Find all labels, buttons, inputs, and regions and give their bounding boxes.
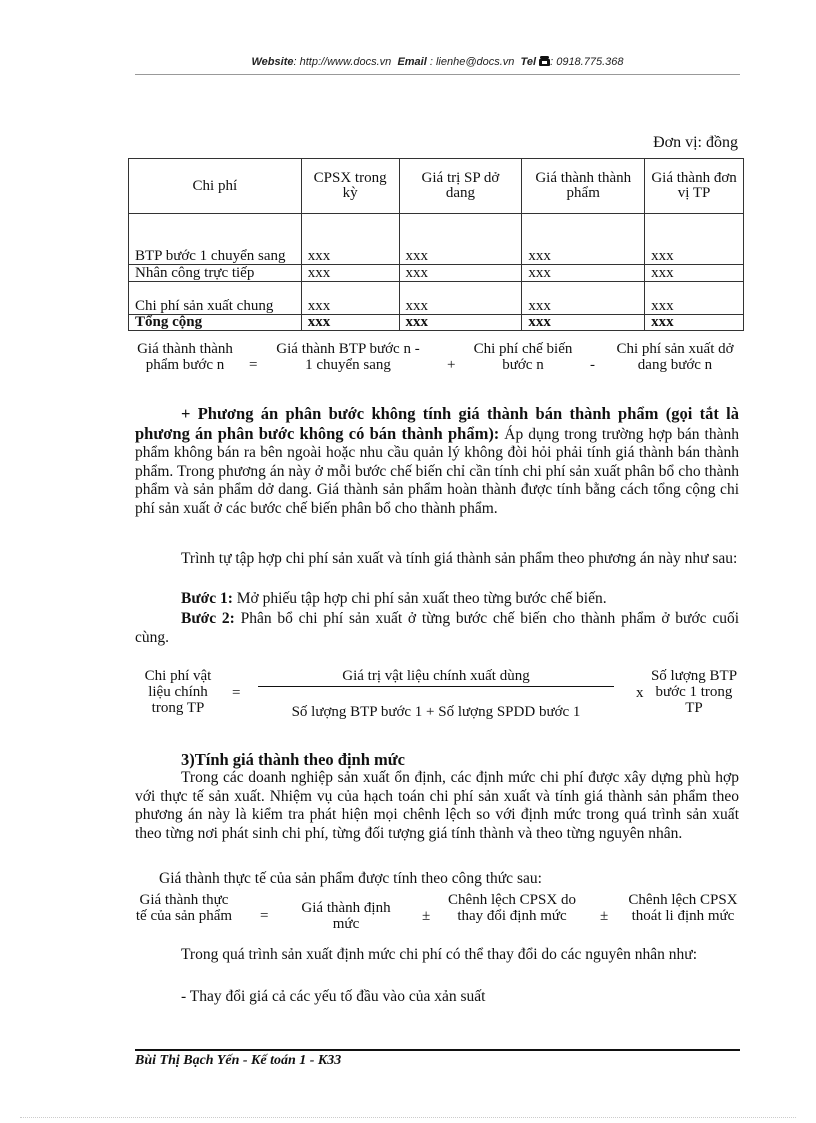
tel-value: : 0918.775.368 bbox=[550, 56, 624, 68]
table-cell: xxx bbox=[645, 214, 744, 265]
formula1-term-processing: Chi phí chế biến bước n bbox=[473, 341, 573, 373]
formula2-left-term: Chi phí vật liệu chính trong TP bbox=[144, 668, 212, 716]
formula3-plusminus-2: ± bbox=[600, 908, 609, 924]
step1-paragraph bbox=[135, 590, 739, 609]
formula3-norm-deviation: Chênh lệch CPSX thoát li định mức bbox=[628, 892, 738, 924]
table-cell: xxx bbox=[522, 265, 645, 282]
formula1-plus: + bbox=[447, 357, 456, 373]
table-cell: xxx bbox=[301, 315, 399, 331]
table-cell: xxx bbox=[301, 282, 399, 315]
table-cell: xxx bbox=[399, 315, 522, 331]
table-header-cell: Giá thành thành phẩm bbox=[522, 159, 645, 214]
table-cell: xxx bbox=[645, 265, 744, 282]
formula1-minus: - bbox=[590, 357, 595, 373]
formula1-term-wip: Chi phí sản xuất dở dang bước n bbox=[616, 341, 734, 373]
closing-bullet: - Thay đổi giá cả các yếu tố đầu vào của xản suất bbox=[181, 988, 486, 1005]
cost-table bbox=[128, 158, 744, 331]
section3-paragraph: Trong các doanh nghiệp sản xuất ổn định, các định mức chi phí được xây dựng phù hợp với thực tế sản xuất. Nhiệm vụ của hạch toán chi phí sản xuất và tính giá thành sản phẩm theo phương án này là kiểm tra phát hiện mọi chênh lệch so với định mức trong quá trình sản xuất theo từng nơi phát sinh chi phí, từng đối tượng giá tính thành và theo từng nguyên nhân. bbox=[135, 769, 739, 842]
step2-label: Bước 2: bbox=[181, 610, 235, 627]
table-header-cell: Giá thành đơn vị TP bbox=[645, 159, 744, 214]
table-row bbox=[129, 265, 744, 282]
step2-paragraph bbox=[135, 610, 739, 647]
table-row-total bbox=[129, 315, 744, 331]
table-cell: xxx bbox=[399, 265, 522, 282]
formula2-times: x bbox=[636, 685, 644, 701]
phone-icon bbox=[539, 56, 550, 69]
formula3-standard-cost: Giá thành định mức bbox=[301, 900, 391, 932]
formula1-equals: = bbox=[249, 357, 258, 373]
formula2-fraction-bar bbox=[258, 686, 614, 687]
formula3-equals: = bbox=[260, 908, 269, 924]
website-value[interactable]: : http://www.docs.vn bbox=[293, 56, 392, 68]
table-cell: xxx bbox=[645, 282, 744, 315]
table-cell: xxx bbox=[399, 214, 522, 265]
tel-label: Tel bbox=[520, 56, 537, 68]
table-cell: xxx bbox=[645, 315, 744, 331]
step1-text: Mở phiếu tập hợp chi phí sản xuất theo từng bước chế biến. bbox=[232, 590, 607, 607]
formula3-norm-change: Chênh lệch CPSX do thay đổi định mức bbox=[448, 892, 576, 924]
table-header-cell: Chi phí bbox=[129, 159, 302, 214]
table-cell: xxx bbox=[399, 282, 522, 315]
table-cell: Nhân công trực tiếp bbox=[129, 265, 302, 282]
footer-author: Bùi Thị Bạch Yến - Kế toán 1 - K33 bbox=[135, 1053, 342, 1068]
formula2-right-term: Số lượng BTP bước 1 trong TP bbox=[650, 668, 738, 716]
table-cell: BTP bước 1 chuyển sang bbox=[129, 214, 302, 265]
sequence-paragraph: Trình tự tập hợp chi phí sản xuất và tính giá thành sản phẩm theo phương án này như sau: bbox=[181, 550, 738, 567]
formula2-equals: = bbox=[232, 685, 241, 701]
page-header bbox=[135, 56, 740, 69]
formula2-numerator: Giá trị vật liệu chính xuất dùng bbox=[342, 668, 530, 684]
section-b-text: Áp dụng trong trường hợp bán thành phẩm không bán ra bên ngoài hoặc nhu cầu quản lý không đòi hỏi phải tính giá thành bán thành phẩm. Trong phương án này ở mỗi bước chế biến chỉ cần tính chi phí sản xuất phân bổ cho thành phẩm và sản phẩm dở dang. Giá thành sản phẩm hoàn thành được tính bằng cách tổng cộng chi phí sản xuất ở các bước chế biến phân bổ cho thành phẩm. bbox=[135, 425, 739, 517]
page-bottom-border bbox=[20, 1117, 796, 1118]
formula1-term-finished-cost: Giá thành thành phẩm bước n bbox=[137, 341, 233, 373]
closing-paragraph: Trong quá trình sản xuất định mức chi phí có thể thay đổi do các nguyên nhân như: bbox=[181, 946, 698, 963]
header-divider bbox=[135, 74, 740, 75]
footer-divider bbox=[135, 1049, 740, 1051]
formula2-denominator: Số lượng BTP bước 1 + Số lượng SPDD bước 1 bbox=[291, 704, 581, 720]
step1-label: Bước 1: bbox=[181, 590, 233, 607]
table-row bbox=[129, 282, 744, 315]
section-b-title: + Phương án phân bước không tính giá thành bán thành phẩm (gọi tắt là phương án phân bước không có bán thành phẩm): bbox=[135, 404, 739, 443]
formula1-term-btp: Giá thành BTP bước n - 1 chuyển sang bbox=[276, 341, 420, 373]
website-label: Website bbox=[251, 56, 294, 68]
section3-formula-intro: Giá thành thực tế của sản phẩm được tính theo công thức sau: bbox=[159, 870, 542, 887]
email-value[interactable]: : lienhe@docs.vn bbox=[429, 56, 515, 68]
email-label: Email bbox=[397, 56, 427, 68]
table-cell: xxx bbox=[522, 282, 645, 315]
table-row bbox=[129, 214, 744, 265]
table-cell: xxx bbox=[522, 214, 645, 265]
table-cell: xxx bbox=[301, 265, 399, 282]
section-b-paragraph bbox=[135, 405, 739, 518]
unit-label: Đơn vị: đồng bbox=[653, 134, 738, 151]
formula3-actual-cost: Giá thành thực tế của sản phẩm bbox=[135, 892, 233, 924]
table-cell: Tổng cộng bbox=[129, 315, 302, 331]
table-header-row bbox=[129, 159, 744, 214]
table-cell: xxx bbox=[522, 315, 645, 331]
table-header-cell: CPSX trong kỳ bbox=[301, 159, 399, 214]
section3-title: 3)Tính giá thành theo định mức bbox=[181, 750, 405, 769]
table-cell: Chi phí sản xuất chung bbox=[129, 282, 302, 315]
step2-text: Phân bổ chi phí sản xuất ở từng bước chế biến cho thành phẩm ở bước cuối cùng. bbox=[135, 610, 740, 646]
formula3-plusminus-1: ± bbox=[422, 908, 431, 924]
table-cell: xxx bbox=[301, 214, 399, 265]
table-header-cell: Giá trị SP dở dang bbox=[399, 159, 522, 214]
